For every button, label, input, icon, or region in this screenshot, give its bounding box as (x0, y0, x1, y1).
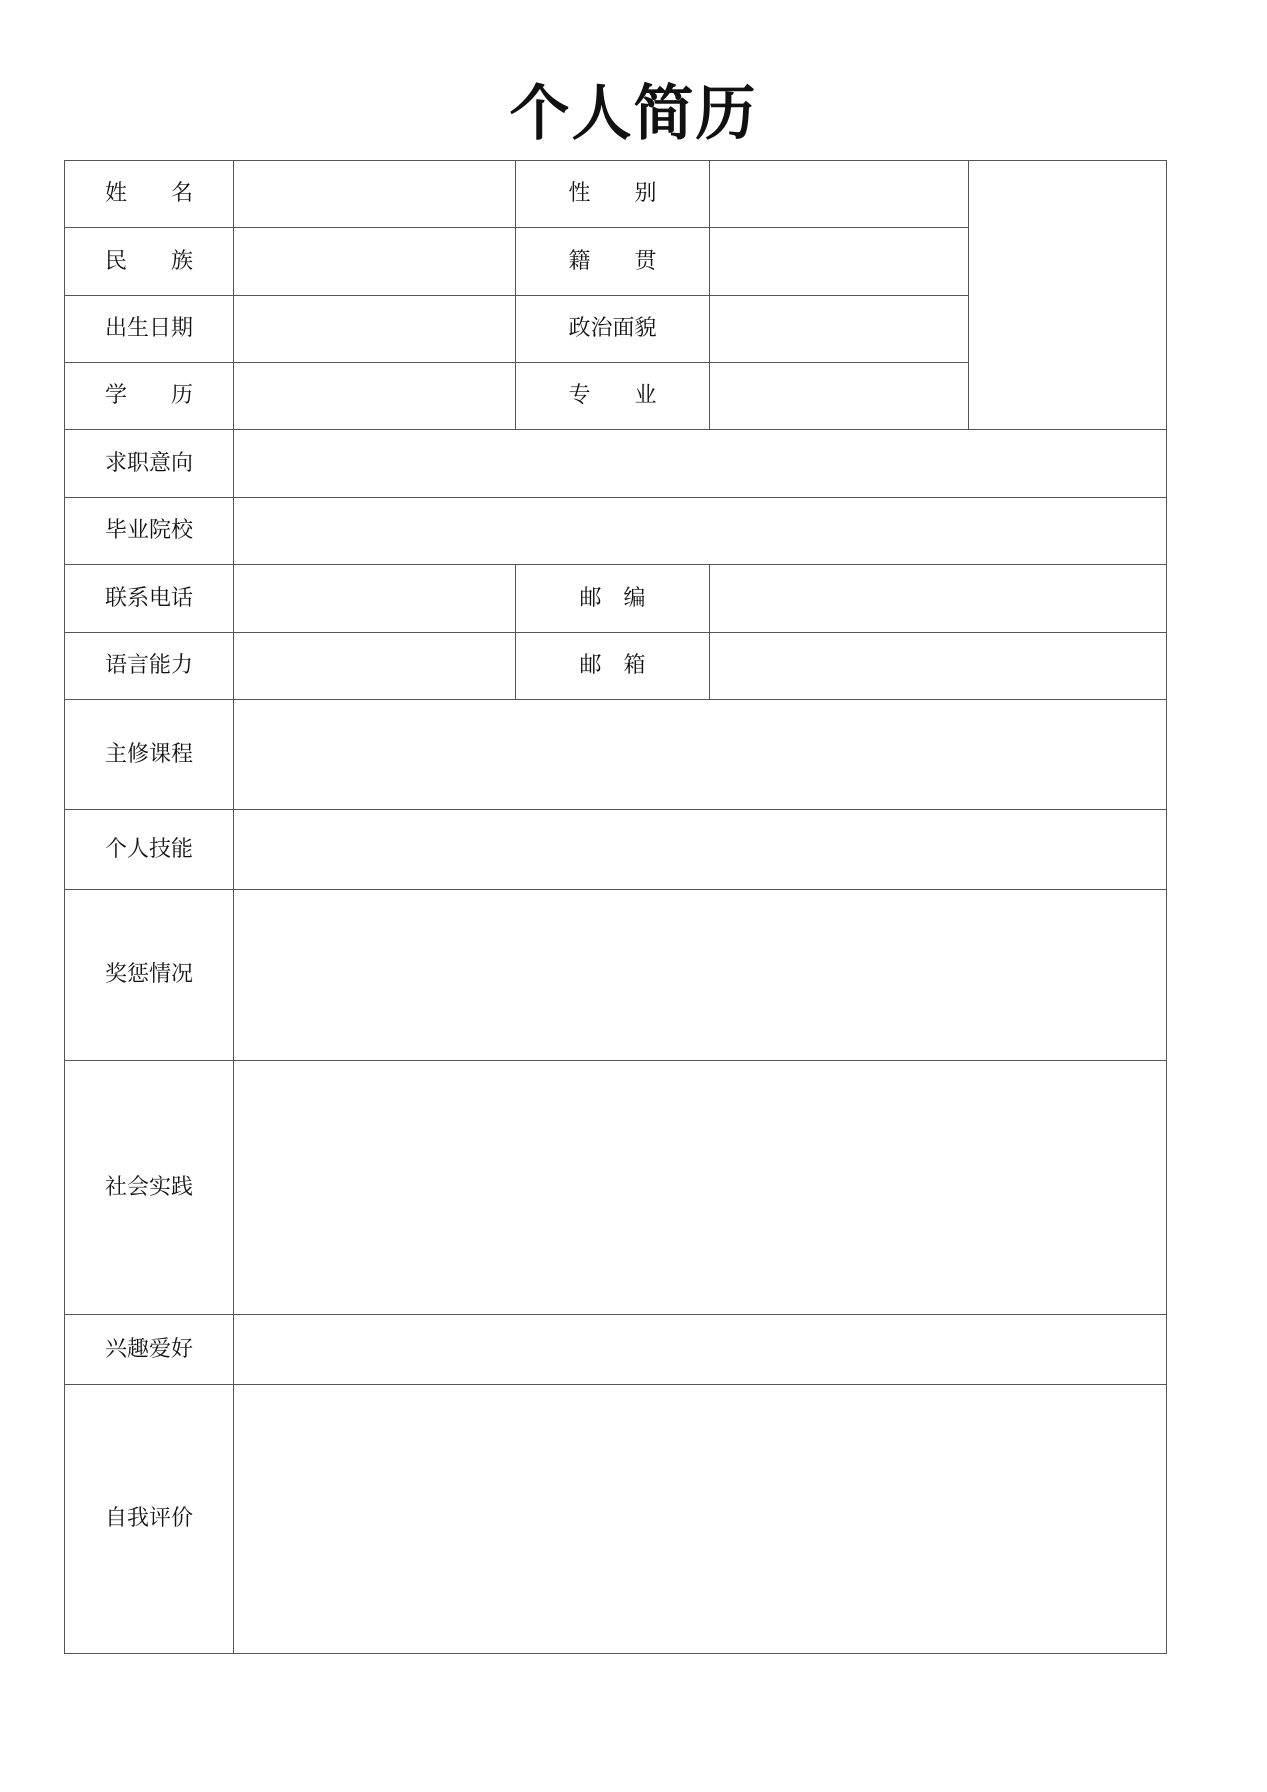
name-label: 姓 名 (65, 161, 234, 228)
email-field[interactable] (710, 633, 1167, 700)
phone-label: 联系电话 (65, 565, 234, 633)
education-label: 学 历 (65, 363, 234, 430)
hobbies-field[interactable] (234, 1315, 1167, 1385)
table-row (65, 810, 1167, 890)
table-row (65, 633, 1167, 700)
postal-code-field[interactable] (710, 565, 1167, 633)
birth-date-label: 出生日期 (65, 296, 234, 363)
birth-date-field[interactable] (234, 296, 516, 363)
social-practice-label: 社会实践 (65, 1061, 234, 1315)
table-row (65, 498, 1167, 565)
job-intention-label: 求职意向 (65, 430, 234, 498)
table-row (65, 1315, 1167, 1385)
ethnicity-field[interactable] (234, 228, 516, 296)
social-practice-field[interactable] (234, 1061, 1167, 1315)
hobbies-label: 兴趣爱好 (65, 1315, 234, 1385)
gender-field[interactable] (710, 161, 969, 228)
major-field[interactable] (710, 363, 969, 430)
gender-label: 性 别 (516, 161, 710, 228)
name-field[interactable] (234, 161, 516, 228)
personal-skills-field[interactable] (234, 810, 1167, 890)
education-field[interactable] (234, 363, 516, 430)
main-courses-label: 主修课程 (65, 700, 234, 810)
self-evaluation-field[interactable] (234, 1385, 1167, 1654)
table-row (65, 700, 1167, 810)
language-ability-label: 语言能力 (65, 633, 234, 700)
table-row (65, 890, 1167, 1061)
personal-skills-label: 个人技能 (65, 810, 234, 890)
language-ability-field[interactable] (234, 633, 516, 700)
awards-field[interactable] (234, 890, 1167, 1061)
postal-code-label: 邮 编 (516, 565, 710, 633)
table-row (65, 1061, 1167, 1315)
political-status-field[interactable] (710, 296, 969, 363)
graduated-school-field[interactable] (234, 498, 1167, 565)
email-label: 邮 箱 (516, 633, 710, 700)
native-place-label: 籍 贯 (516, 228, 710, 296)
self-evaluation-label: 自我评价 (65, 1385, 234, 1654)
job-intention-field[interactable] (234, 430, 1167, 498)
page-title: 个人简历 (509, 79, 758, 149)
native-place-field[interactable] (710, 228, 969, 296)
table-row (65, 161, 1167, 228)
resume-table (64, 160, 1167, 1654)
awards-label: 奖惩情况 (65, 890, 234, 1061)
phone-field[interactable] (234, 565, 516, 633)
political-status-label: 政治面貌 (516, 296, 710, 363)
table-row (65, 430, 1167, 498)
photo-box[interactable] (969, 161, 1167, 430)
ethnicity-label: 民 族 (65, 228, 234, 296)
table-row (65, 565, 1167, 633)
graduated-school-label: 毕业院校 (65, 498, 234, 565)
main-courses-field[interactable] (234, 700, 1167, 810)
table-row (65, 1385, 1167, 1654)
major-label: 专 业 (516, 363, 710, 430)
